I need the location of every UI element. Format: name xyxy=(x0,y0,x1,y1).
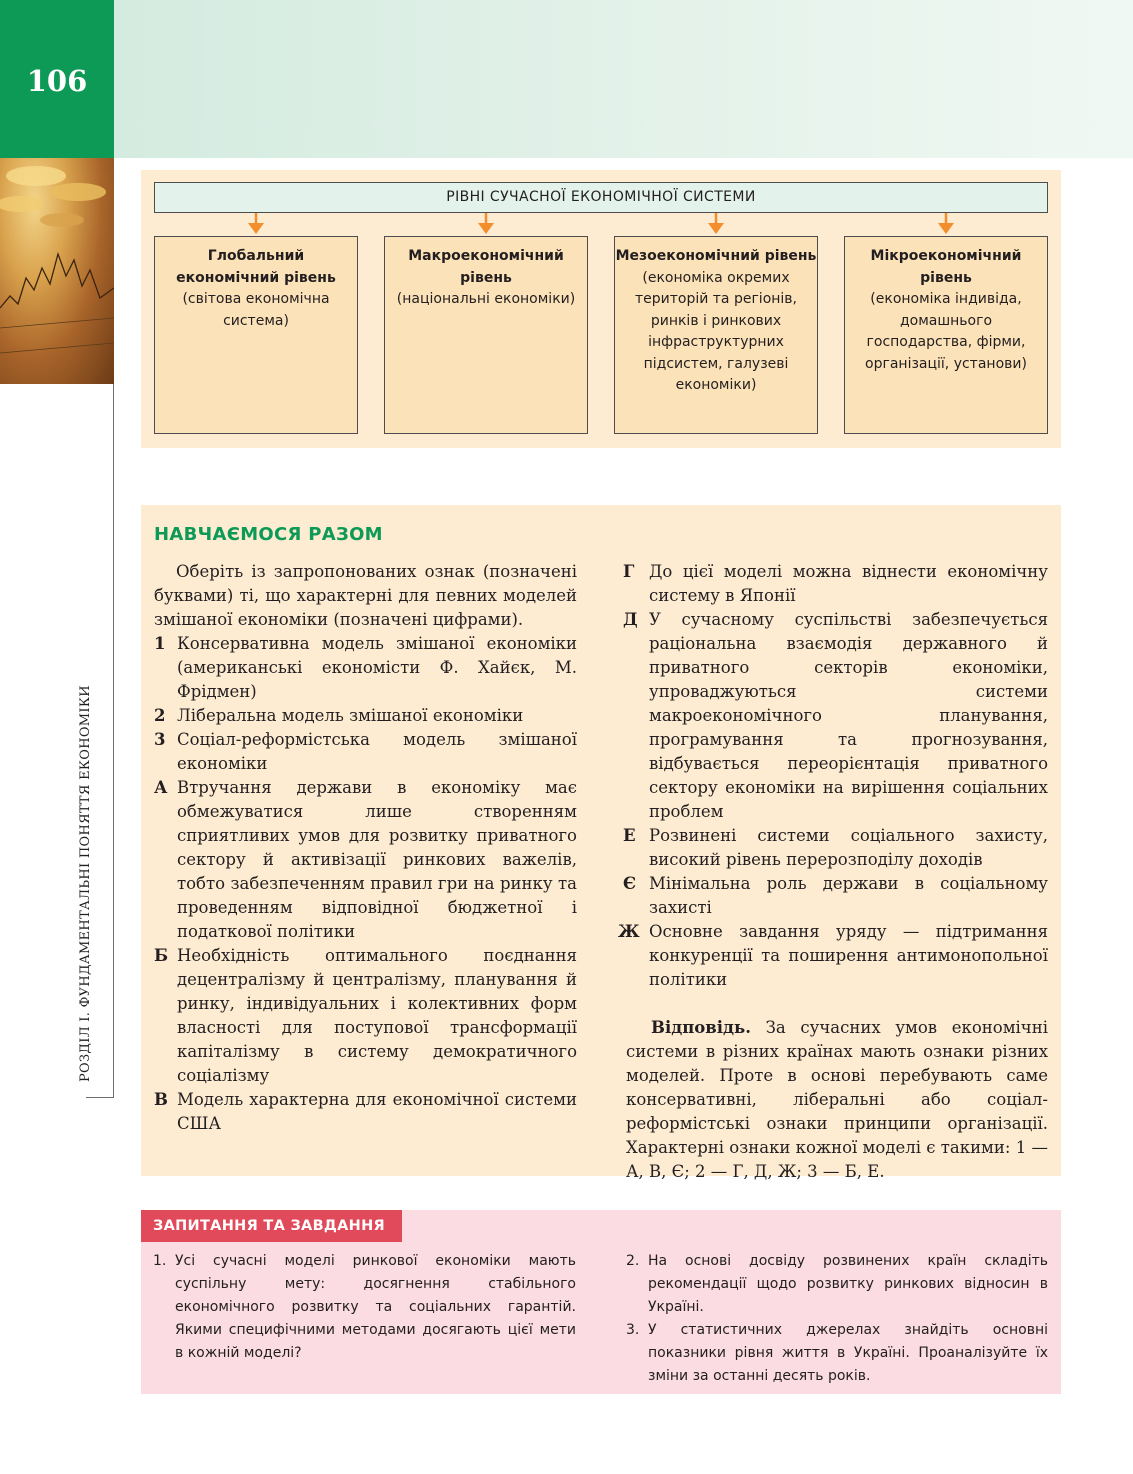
level-heading: Мікроекономічний рівень xyxy=(870,248,1022,286)
task-number: 3. xyxy=(626,1322,640,1338)
item-text: Ліберальна модель змішаної економіки xyxy=(177,706,524,725)
margin-rule xyxy=(113,384,114,1098)
item-text: Розвинені системи соціального захисту, високий рівень перерозподілу доходів xyxy=(649,826,1048,869)
level-heading: Мезоекономічний рівень xyxy=(615,248,817,264)
item-marker: Є xyxy=(623,874,637,893)
list-item xyxy=(618,920,1048,992)
level-heading: Глобальний економічний рівень xyxy=(176,248,336,286)
header-band xyxy=(114,0,1133,158)
item-marker: 2 xyxy=(154,706,166,725)
task-item xyxy=(626,1250,1048,1319)
tasks-block xyxy=(141,1210,1061,1394)
task-text: У статистичних джерелах знайдіть основні показники рівня життя в Україні. Проаналізуйте їх зміни за останні десять років. xyxy=(648,1322,1048,1384)
level-box-macro xyxy=(384,236,588,434)
level-box-global xyxy=(154,236,358,434)
item-marker: Ж xyxy=(618,922,640,941)
learn-intro: Оберіть із запропонованих ознак (позначені буквами) ті, що характерні для певних моделей змішаної економіки (позначені цифрами). xyxy=(154,562,577,629)
margin-rule-tick xyxy=(86,1097,114,1098)
levels-scheme xyxy=(141,170,1061,448)
item-text: Основне завдання уряду — підтримання конкуренції та поширення антимонопольної політики xyxy=(649,922,1048,989)
level-box-micro xyxy=(844,236,1048,434)
list-item xyxy=(623,560,1048,608)
page-number: 106 xyxy=(26,64,88,98)
task-number: 1. xyxy=(153,1253,167,1269)
item-text: Консервативна модель змішаної економіки (американські економісти Ф. Хайєк, М. Фрідмен) xyxy=(177,634,577,701)
item-text: Соціал-реформістська модель змішаної економіки xyxy=(177,730,577,773)
list-item xyxy=(154,728,577,776)
item-text: У сучасному суспільстві забезпечується раціональна взаємодія державного й приватного секторів економіки, упроваджуються системи макроекономічного планування, програмування та прогнозування, відбувається переорієнтація приватного сектору економіки на вирішення соціальних проблем xyxy=(649,610,1048,821)
item-marker: А xyxy=(154,778,168,797)
arrow-down-icon xyxy=(246,213,266,235)
item-text: Модель характерна для економічної системи США xyxy=(177,1090,577,1133)
item-text: До цієї моделі можна віднести економічну систему в Японії xyxy=(649,562,1048,605)
list-item xyxy=(154,704,577,728)
level-description: (економіка індивіда, домашнього господарства, фірми, організації, установи) xyxy=(865,291,1027,372)
list-item xyxy=(623,608,1048,824)
arrow-down-icon xyxy=(936,213,956,235)
arrow-down-icon xyxy=(706,213,726,235)
level-description: (економіка окремих територій та регіонів, ринків і ринкових інфраструктурних підсистем, галузеві економіки) xyxy=(634,269,798,393)
task-item xyxy=(153,1250,576,1365)
level-box-meso xyxy=(614,236,818,434)
list-item xyxy=(154,776,577,944)
level-description: (світова економічна система) xyxy=(182,291,330,329)
level-description: (національні економіки) xyxy=(396,291,576,307)
answer-paragraph xyxy=(626,1016,1048,1184)
item-marker: Е xyxy=(623,826,636,845)
task-item xyxy=(626,1319,1048,1388)
tasks-title: ЗАПИТАННЯ ТА ЗАВДАННЯ xyxy=(141,1210,402,1242)
answer-text: За сучасних умов економічні системи в різних країнах мають ознаки різних моделей. Проте в основі перебувають саме консервативні, ліберальні або соціал-реформістські ознаки принципи організації. Характерні ознаки кожної моделі є такими: 1 — А, В, Є; 2 — Г, Д, Ж; 3 — Б, Е. xyxy=(626,1018,1048,1181)
item-marker: 1 xyxy=(154,634,166,653)
tasks-right-column xyxy=(626,1250,1048,1388)
list-item xyxy=(623,824,1048,872)
task-text: Усі сучасні моделі ринкової економіки мають суспільну мету: досягнення стабільного економічного розвитку та соціальних гарантій. Якими специфічними методами досягають цієї мети в кожній моделі? xyxy=(175,1253,576,1361)
item-marker: Г xyxy=(623,562,635,581)
list-item xyxy=(623,872,1048,920)
coins-chart-image xyxy=(0,158,114,384)
answer-label: Відповідь. xyxy=(651,1018,751,1037)
item-text: Втручання держави в економіку має обмежуватися лише створенням сприятливих умов для розвитку приватного сектору й активізації ринкових важелів, тобто забезпеченням правил гри на ринку та проведенням відповідної бюджетної і податкової політики xyxy=(177,778,577,941)
level-heading: Макроекономічний рівень xyxy=(408,248,564,286)
learn-right-column xyxy=(618,560,1048,1184)
item-text: Необхідність оптимального поєднання децентралізму й централізму, планування й ринку, індивідуальних і колективних форм власності для поступової трансформації капіталізму в систему демократичного соціалізму xyxy=(177,946,577,1085)
item-marker: Б xyxy=(154,946,169,965)
learn-title: НАВЧАЄМОСЯ РАЗОМ xyxy=(154,524,383,545)
coins-chart-drawing xyxy=(0,158,114,384)
list-item xyxy=(154,632,577,704)
scheme-title: РІВНІ СУЧАСНОЇ ЕКОНОМІЧНОЇ СИСТЕМИ xyxy=(154,182,1048,213)
item-text: Мінімальна роль держави в соціальному захисті xyxy=(649,874,1048,917)
item-marker: В xyxy=(154,1090,168,1109)
list-item xyxy=(154,1088,577,1136)
item-marker: 3 xyxy=(154,730,166,749)
task-number: 2. xyxy=(626,1253,640,1269)
item-marker: Д xyxy=(623,610,638,629)
page-number-box xyxy=(0,0,114,158)
section-title: РОЗДІЛ І. ФУНДАМЕНТАЛЬНІ ПОНЯТТЯ ЕКОНОМІКИ xyxy=(78,685,93,1082)
learn-left-column xyxy=(154,560,577,1136)
learn-together-block xyxy=(141,505,1061,1181)
list-item xyxy=(154,944,577,1088)
tasks-left-column xyxy=(153,1250,576,1365)
arrow-down-icon xyxy=(476,213,496,235)
task-text: На основі досвіду розвинених країн складіть рекомендації щодо розвитку ринкових відносин в Україні. xyxy=(648,1253,1048,1315)
